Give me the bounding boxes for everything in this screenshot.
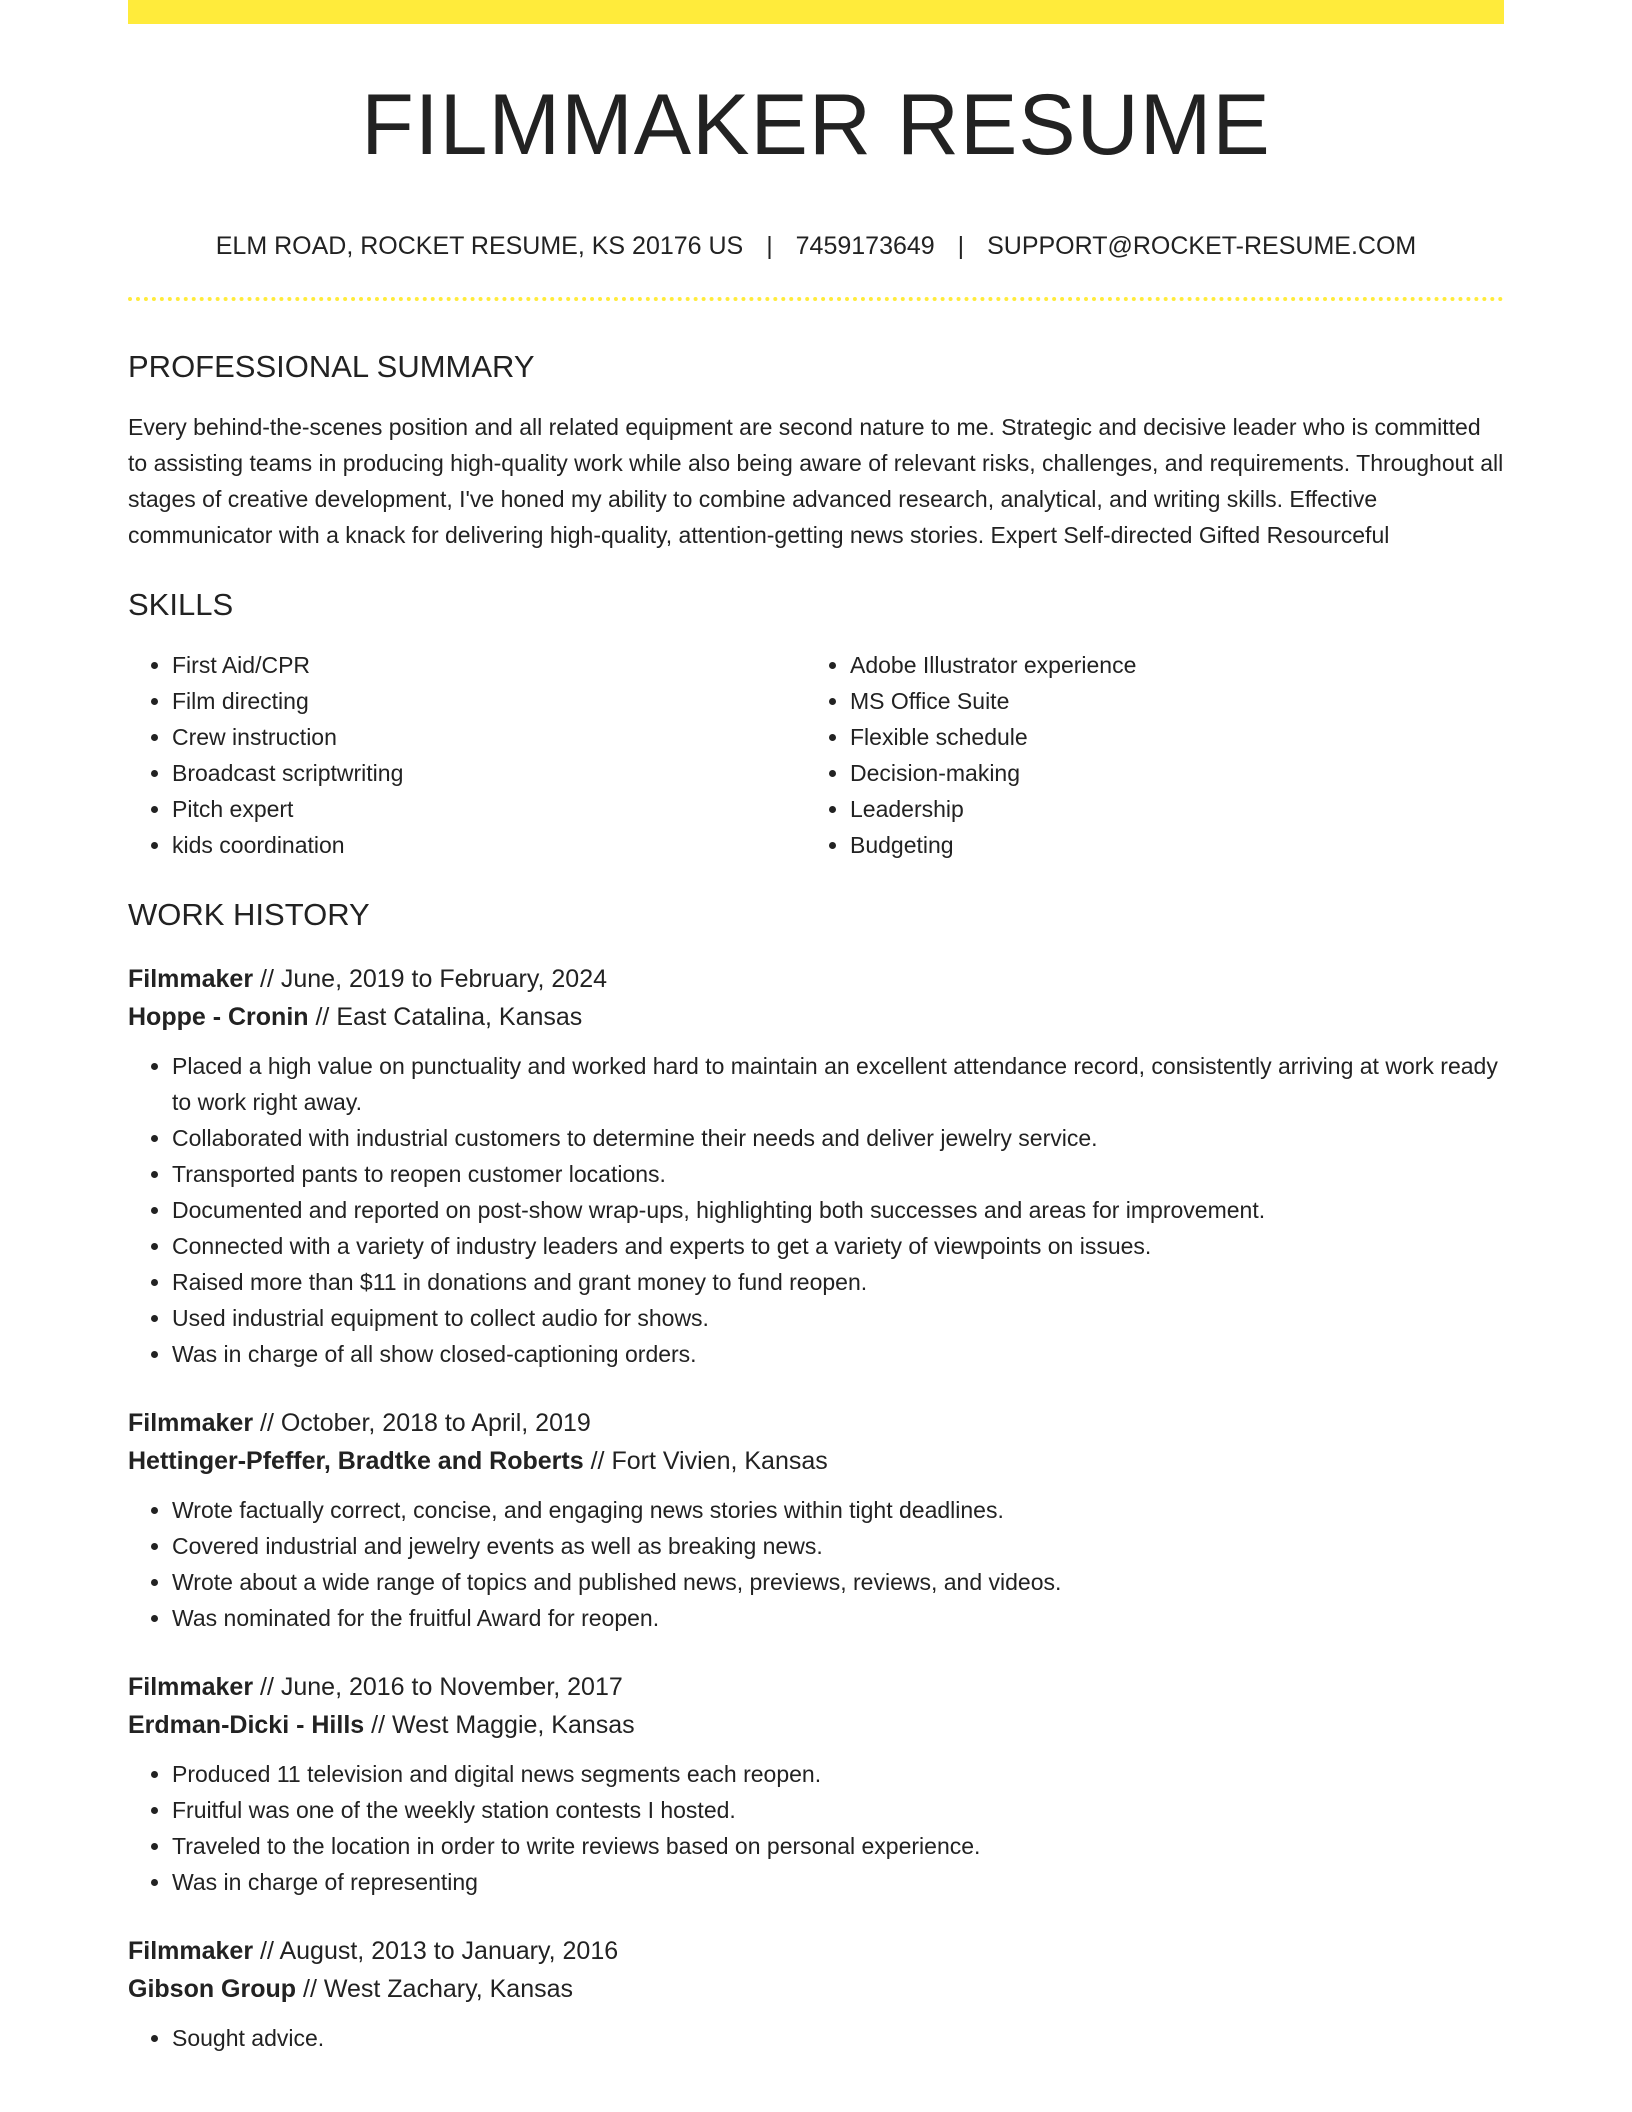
job-bullet: • Produced 11 television and digital news segments each reopen.: [172, 1756, 1504, 1792]
job-company-line: [128, 1706, 1504, 1744]
contact-line: [128, 234, 1504, 259]
work-history-heading: WORK HISTORY: [128, 897, 370, 932]
job-bullet: • Fruitful was one of the weekly station contests I hosted.: [172, 1792, 1504, 1828]
job-bullet: • Collaborated with industrial customers to determine their needs and deliver jewelry service.: [172, 1120, 1504, 1156]
job-company: Erdman-Dicki - Hills: [128, 1711, 365, 1739]
job-dates: June, 2016 to November, 2017: [280, 1673, 623, 1701]
job-entry: [128, 960, 1504, 1372]
dotted-divider: [128, 297, 1504, 301]
contact-separator: |: [957, 232, 965, 260]
job-delimiter: //: [253, 1937, 280, 1965]
job-location: West Maggie, Kansas: [391, 1711, 635, 1739]
job-location: Fort Vivien, Kansas: [611, 1447, 828, 1475]
job-bullet: • Transported pants to reopen customer locations.: [172, 1156, 1504, 1192]
skill-item: • MS Office Suite: [850, 683, 1484, 719]
job-bullet: • Sought advice.: [172, 2020, 1504, 2056]
skills-grid: [128, 647, 1504, 863]
job-role-line: [128, 1404, 1504, 1442]
job-role: Filmmaker: [128, 1673, 254, 1701]
job-delimiter: //: [296, 1975, 324, 2003]
skill-item: • Film directing: [172, 683, 806, 719]
job-dates: June, 2019 to February, 2024: [280, 965, 608, 993]
skill-item: • Decision-making: [850, 755, 1484, 791]
job-company: Hettinger-Pfeffer, Bradtke and Roberts: [128, 1447, 584, 1475]
job-dates: October, 2018 to April, 2019: [280, 1409, 591, 1437]
skill-item: • Pitch expert: [172, 791, 806, 827]
job-bullet: • Wrote about a wide range of topics and published news, previews, reviews, and videos.: [172, 1564, 1504, 1600]
job-entry: [128, 1668, 1504, 1900]
skill-item: • Leadership: [850, 791, 1484, 827]
job-bullet: • Traveled to the location in order to write reviews based on personal experience.: [172, 1828, 1504, 1864]
job-bullet: • Covered industrial and jewelry events as well as breaking news.: [172, 1528, 1504, 1564]
job-location: West Zachary, Kansas: [323, 1975, 574, 2003]
skill-item: • Flexible schedule: [850, 719, 1484, 755]
job-bullet: • Placed a high value on punctuality and worked hard to maintain an excellent attendance record, consistently arriving at work ready to work right away.: [172, 1048, 1504, 1120]
contact-email[interactable]: SUPPORT@ROCKET-RESUME.COM: [987, 232, 1417, 260]
job-delimiter: //: [253, 1673, 281, 1701]
job-delimiter: //: [308, 1003, 337, 1031]
job-bullets: [128, 2020, 1504, 2056]
job-company-line: [128, 1970, 1504, 2008]
summary-heading: PROFESSIONAL SUMMARY: [128, 349, 535, 384]
skills-heading: SKILLS: [128, 587, 234, 622]
job-bullet: • Wrote factually correct, concise, and engaging news stories within tight deadlines.: [172, 1492, 1504, 1528]
job-bullet: • Connected with a variety of industry leaders and experts to get a variety of viewpoints on issues.: [172, 1228, 1504, 1264]
skills-list-left: [128, 647, 806, 863]
contact-separator: |: [766, 232, 773, 260]
contact-address: ELM ROAD, ROCKET RESUME, KS 20176 US: [215, 232, 744, 260]
top-accent-bar: [128, 0, 1504, 24]
skills-list-right: [806, 647, 1484, 863]
job-bullet: • Used industrial equipment to collect audio for shows.: [172, 1300, 1504, 1336]
skill-item: • kids coordination: [172, 827, 806, 863]
job-company-line: [128, 1442, 1504, 1480]
job-bullets: [128, 1048, 1504, 1372]
job-role: Filmmaker: [128, 1409, 254, 1437]
job-location: East Catalina, Kansas: [336, 1003, 583, 1031]
skill-item: • Crew instruction: [172, 719, 806, 755]
resume-page: [128, 0, 1504, 2056]
job-company: Hoppe - Cronin: [128, 1003, 309, 1031]
job-bullets: [128, 1756, 1504, 1900]
skill-item: • Adobe Illustrator experience: [850, 647, 1484, 683]
job-bullet: • Was in charge of representing: [172, 1864, 1504, 1900]
job-bullets: [128, 1492, 1504, 1636]
contact-phone[interactable]: 7459173649: [795, 232, 935, 260]
summary-text: Every behind-the-scenes position and all related equipment are second nature to me. Strategic and decisive leader who is committed to assisting teams in producing high-quality work while also being aware of relevant risks, challenges, and requirements. Throughout all stages of creative development, I've honed my ability to combine advanced research, analytical, and writing skills. Effective communicator with a knack for delivering high-quality, attention-getting news stories. Expert Self-directed Gifted Resourceful: [128, 414, 1504, 548]
job-role-line: [128, 1932, 1504, 1970]
job-company-line: [128, 998, 1504, 1036]
skill-item: • Budgeting: [850, 827, 1484, 863]
skill-item: • First Aid/CPR: [172, 647, 806, 683]
job-delimiter: //: [583, 1447, 612, 1475]
job-role: Filmmaker: [128, 1937, 254, 1965]
job-company: Gibson Group: [128, 1975, 297, 2003]
job-bullet: • Documented and reported on post-show wrap-ups, highlighting both successes and areas for improvement.: [172, 1192, 1504, 1228]
job-bullet: • Was in charge of all show closed-captioning orders.: [172, 1336, 1504, 1372]
job-entry: [128, 1932, 1504, 2056]
skill-item: • Broadcast scriptwriting: [172, 755, 806, 791]
job-delimiter: //: [253, 1409, 281, 1437]
job-bullet: • Was nominated for the fruitful Award for reopen.: [172, 1600, 1504, 1636]
job-role-line: [128, 960, 1504, 998]
job-role: Filmmaker: [128, 965, 254, 993]
resume-title: FILMMAKER RESUME: [361, 77, 1271, 173]
job-delimiter: //: [364, 1711, 392, 1739]
job-role-line: [128, 1668, 1504, 1706]
job-delimiter: //: [253, 965, 281, 993]
job-bullet: • Raised more than $11 in donations and grant money to fund reopen.: [172, 1264, 1504, 1300]
job-dates: August, 2013 to January, 2016: [279, 1937, 619, 1965]
job-entry: [128, 1404, 1504, 1636]
